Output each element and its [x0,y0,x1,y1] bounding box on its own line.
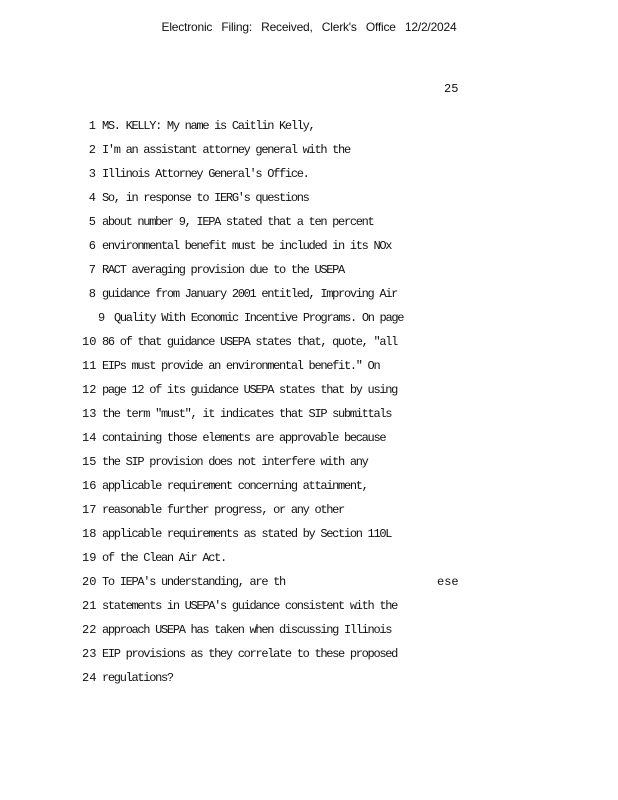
transcript-line [0,162,618,186]
line-text: containing those elements are approvable because [102,431,386,445]
line-number: 18 [82,527,97,541]
line-number: 24 [82,671,97,685]
line-text: environmental benefit must be included in its NOx [102,239,392,253]
line-text: MS. KELLY: My name is Caitlin Kelly, [102,119,315,133]
transcript-line [0,666,618,690]
line-number: 5 [88,215,96,229]
line-text: EIPs must provide an environmental benefit." On [102,359,380,373]
transcript-line [0,138,618,162]
line-number: 21 [82,599,97,613]
line-text: To IEPA's understanding, are th [102,575,285,589]
line-number: 14 [82,431,97,445]
line-text: the SIP provision does not interfere with any [102,455,368,469]
line-number: 7 [88,263,96,277]
transcript-line [0,570,618,594]
line-number: 8 [88,287,96,301]
transcript-line [0,594,618,618]
line-text: regulations? [102,671,173,685]
line-number: 2 [88,143,96,157]
transcript-line [0,378,618,402]
transcript-line [0,474,618,498]
transcript-line [0,522,618,546]
page-number: 25 [444,82,459,96]
line-text: I'm an assistant attorney general with the [102,143,350,157]
line-number: 10 [82,335,97,349]
line-text: Illinois Attorney General's Office. [102,167,309,181]
line-text: the term "must", it indicates that SIP submittals [102,407,392,421]
line-number: 13 [82,407,97,421]
line-text: applicable requirements as stated by Section 110L [102,527,392,541]
line-text: RACT averaging provision due to the USEPA [102,263,344,277]
line-number: 19 [82,551,97,565]
transcript-line [0,498,618,522]
transcript-line [0,642,618,666]
line-text: 86 of that guidance USEPA states that, quote, "all [102,335,398,349]
line-text: of the Clean Air Act. [102,551,226,565]
transcript-line [0,402,618,426]
line-number: 6 [88,239,96,253]
line-text: about number 9, IEPA stated that a ten percent [102,215,374,229]
line-text: So, in response to IERG's questions [102,191,309,205]
line-text: EIP provisions as they correlate to these proposed [102,647,398,661]
filing-header: Electronic Filing: Received, Clerk's Office 12/2/2024 [161,20,457,34]
line-number: 17 [82,503,97,517]
line-text-tail: ese [437,575,459,589]
transcript-line [0,258,618,282]
transcript-line [0,234,618,258]
transcript-line [0,306,618,330]
transcript-line [0,114,618,138]
line-number: 11 [82,359,97,373]
transcript-line [0,210,618,234]
line-text: guidance from January 2001 entitled, Improving Air [102,287,398,301]
line-text: applicable requirement concerning attainment, [102,479,368,493]
transcript-line [0,354,618,378]
line-number: 23 [82,647,97,661]
line-text: reasonable further progress, or any other [102,503,344,517]
transcript-line [0,618,618,642]
transcript-line [0,546,618,570]
line-text: approach USEPA has taken when discussing Illinois [102,623,392,637]
line-text: page 12 of its guidance USEPA states that by using [102,383,398,397]
line-text: Quality With Economic Incentive Programs. On page [114,311,404,325]
line-number: 4 [88,191,96,205]
transcript-line [0,186,618,210]
transcript-line [0,330,618,354]
line-number: 15 [82,455,97,469]
line-number: 9 [98,311,106,325]
line-number: 3 [88,167,96,181]
transcript-body [0,114,618,690]
line-number: 22 [82,623,97,637]
line-text: statements in USEPA's guidance consistent with the [102,599,398,613]
transcript-line [0,282,618,306]
line-number: 12 [82,383,97,397]
line-number: 20 [82,575,97,589]
line-number: 16 [82,479,97,493]
transcript-line [0,450,618,474]
transcript-line [0,426,618,450]
line-number: 1 [88,119,96,133]
